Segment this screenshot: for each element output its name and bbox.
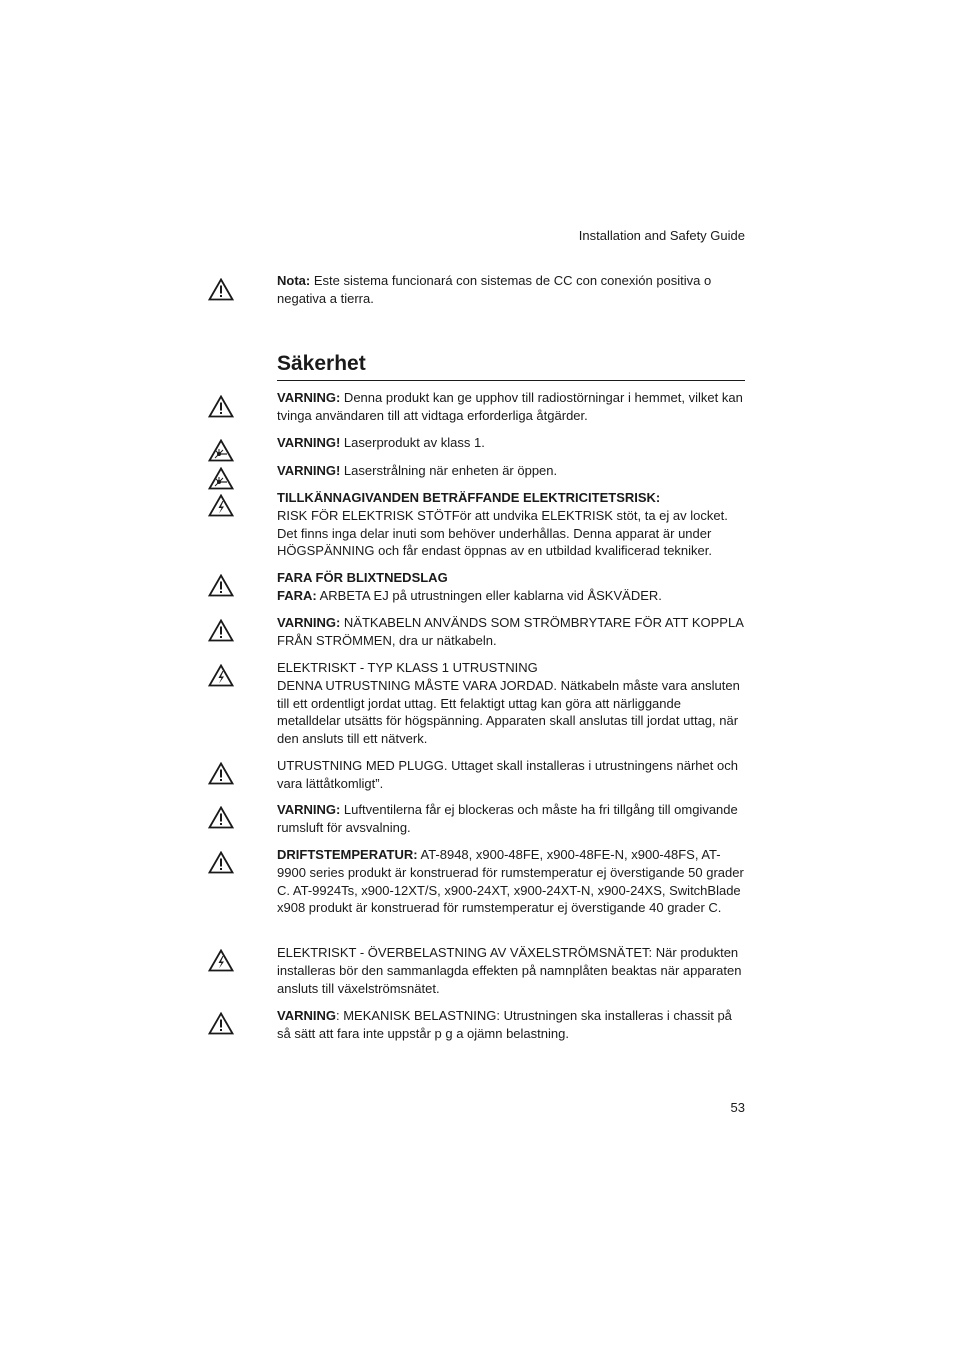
warning-triangle-icon	[208, 1012, 234, 1035]
danger-lightning	[277, 569, 745, 605]
warning-triangle-icon	[208, 278, 234, 301]
warning-power-cord	[277, 614, 745, 650]
warning-laser-radiation	[277, 462, 745, 480]
note-text: DENNA UTRUSTNING MÅSTE VARA JORDAD. Nätkabeln måste vara ansluten till ett ordentligt jordat uttag. Ett felaktigt uttag kan göra att närliggande metalldelar utsätts för högspänning. Apparaten skall anslutas till jordat uttag, när den ansluts till ett nätverk.	[277, 677, 740, 747]
electric-hazard-icon	[208, 949, 234, 972]
note-text: ARBETA EJ på utrustningen eller kablarna vid ÅSKVÄDER.	[316, 587, 662, 603]
notice-ac-overload	[277, 944, 745, 997]
warning-triangle-icon	[208, 806, 234, 829]
note-text: NÄTKABELN ANVÄNDS SOM STRÖMBRYTARE FÖR ATT KOPPLA FRÅN STRÖMMEN, dra ur nätkabeln.	[277, 615, 744, 648]
note-text: Denna produkt kan ge upphov till radiostörningar i hemmet, vilket kan tvinga användaren till att vidtaga erforderliga åtgärder.	[277, 390, 743, 423]
warning-mechanical-load	[277, 1007, 745, 1043]
note-label: VARNING!	[277, 463, 341, 478]
note-text: RISK FÖR ELEKTRISK STÖTFör att undvika ELEKTRISK stöt, ta ej av locket. Det finns inga delar inuti som behöver underhållas. Denna apparat är under HÖGSPÄNNING och får endast öppnas av en utbildad kvalificerad tekniker.	[277, 507, 728, 559]
warning-laser-class	[277, 434, 745, 452]
note-label: VARNING	[277, 1008, 336, 1023]
note-label: DRIFTSTEMPERATUR:	[277, 847, 418, 862]
note-text: Este sistema funcionará con sistemas de CC con conexión positiva o negativa a tierra.	[277, 273, 712, 306]
laser-warning-icon	[208, 439, 234, 462]
warning-radio-interference	[277, 389, 745, 425]
note-title: FARA FÖR BLIXTNEDSLAG	[277, 570, 448, 585]
warning-triangle-icon	[208, 619, 234, 642]
notice-operating-temperature	[277, 846, 745, 917]
note-label: VARNING:	[277, 390, 341, 405]
warning-triangle-icon	[208, 851, 234, 874]
warning-triangle-icon	[208, 395, 234, 418]
note-title: ELEKTRISKT - TYP KLASS 1 UTRUSTNING	[277, 660, 538, 675]
note-label: FARA:	[277, 587, 317, 603]
note-nota	[277, 272, 745, 308]
notice-electric-risk	[277, 489, 745, 560]
note-label: VARNING:	[277, 615, 341, 630]
section-heading: Säkerhet	[277, 350, 745, 381]
running-header: Installation and Safety Guide	[578, 228, 745, 243]
electric-hazard-icon	[208, 494, 234, 517]
note-label: VARNING!	[277, 435, 341, 450]
warning-triangle-icon	[208, 574, 234, 597]
note-text: Laserstrålning när enheten är öppen.	[340, 463, 558, 478]
electric-hazard-icon	[208, 664, 234, 687]
note-label: Nota:	[277, 273, 311, 288]
note-text: Luftventilerna får ej blockeras och måste ha fri tillgång till omgivande rumsluft för avsvalning.	[277, 802, 738, 835]
note-text: AT-8948, x900-48FE, x900-48FE-N, x900-48FS, AT-9900 series produkt är konstruerad för rumstemperatur ej överstigande 50 grader C. AT-9924Ts, x900-12XT/S, x900-24XT, x900-24XT-N, x900-24XS, SwitchBlade x908 produkt är konstruerad för rumstemperatur ej överstigande 40 grader C.	[277, 847, 744, 916]
note-text: ELEKTRISKT - ÖVERBELASTNING AV VÄXELSTRÖMSNÄTET: När produkten installeras bör den sammanlagda effekten på namnplåten beaktas när apparaten ansluts till växelströmsnätet.	[277, 945, 742, 996]
warning-triangle-icon	[208, 762, 234, 785]
note-text: : MEKANISK BELASTNING: Utrustningen ska installeras i chassit på så sätt att fara inte uppstår p g a ojämn belastning.	[277, 1008, 732, 1041]
page-number: 53	[730, 1100, 745, 1115]
warning-ventilation	[277, 801, 745, 837]
notice-class1-equipment	[277, 659, 745, 748]
note-label: VARNING:	[277, 802, 341, 817]
notice-plug-equipment	[277, 757, 745, 793]
note-label: TILLKÄNNAGIVANDEN BETRÄFFANDE ELEKTRICITETSRISK:	[277, 490, 661, 505]
laser-warning-icon	[208, 467, 234, 490]
note-text: UTRUSTNING MED PLUGG. Uttaget skall installeras i utrustningens närhet och vara lättåtkomligt”.	[277, 758, 738, 791]
note-text: Laserprodukt av klass 1.	[340, 435, 485, 450]
